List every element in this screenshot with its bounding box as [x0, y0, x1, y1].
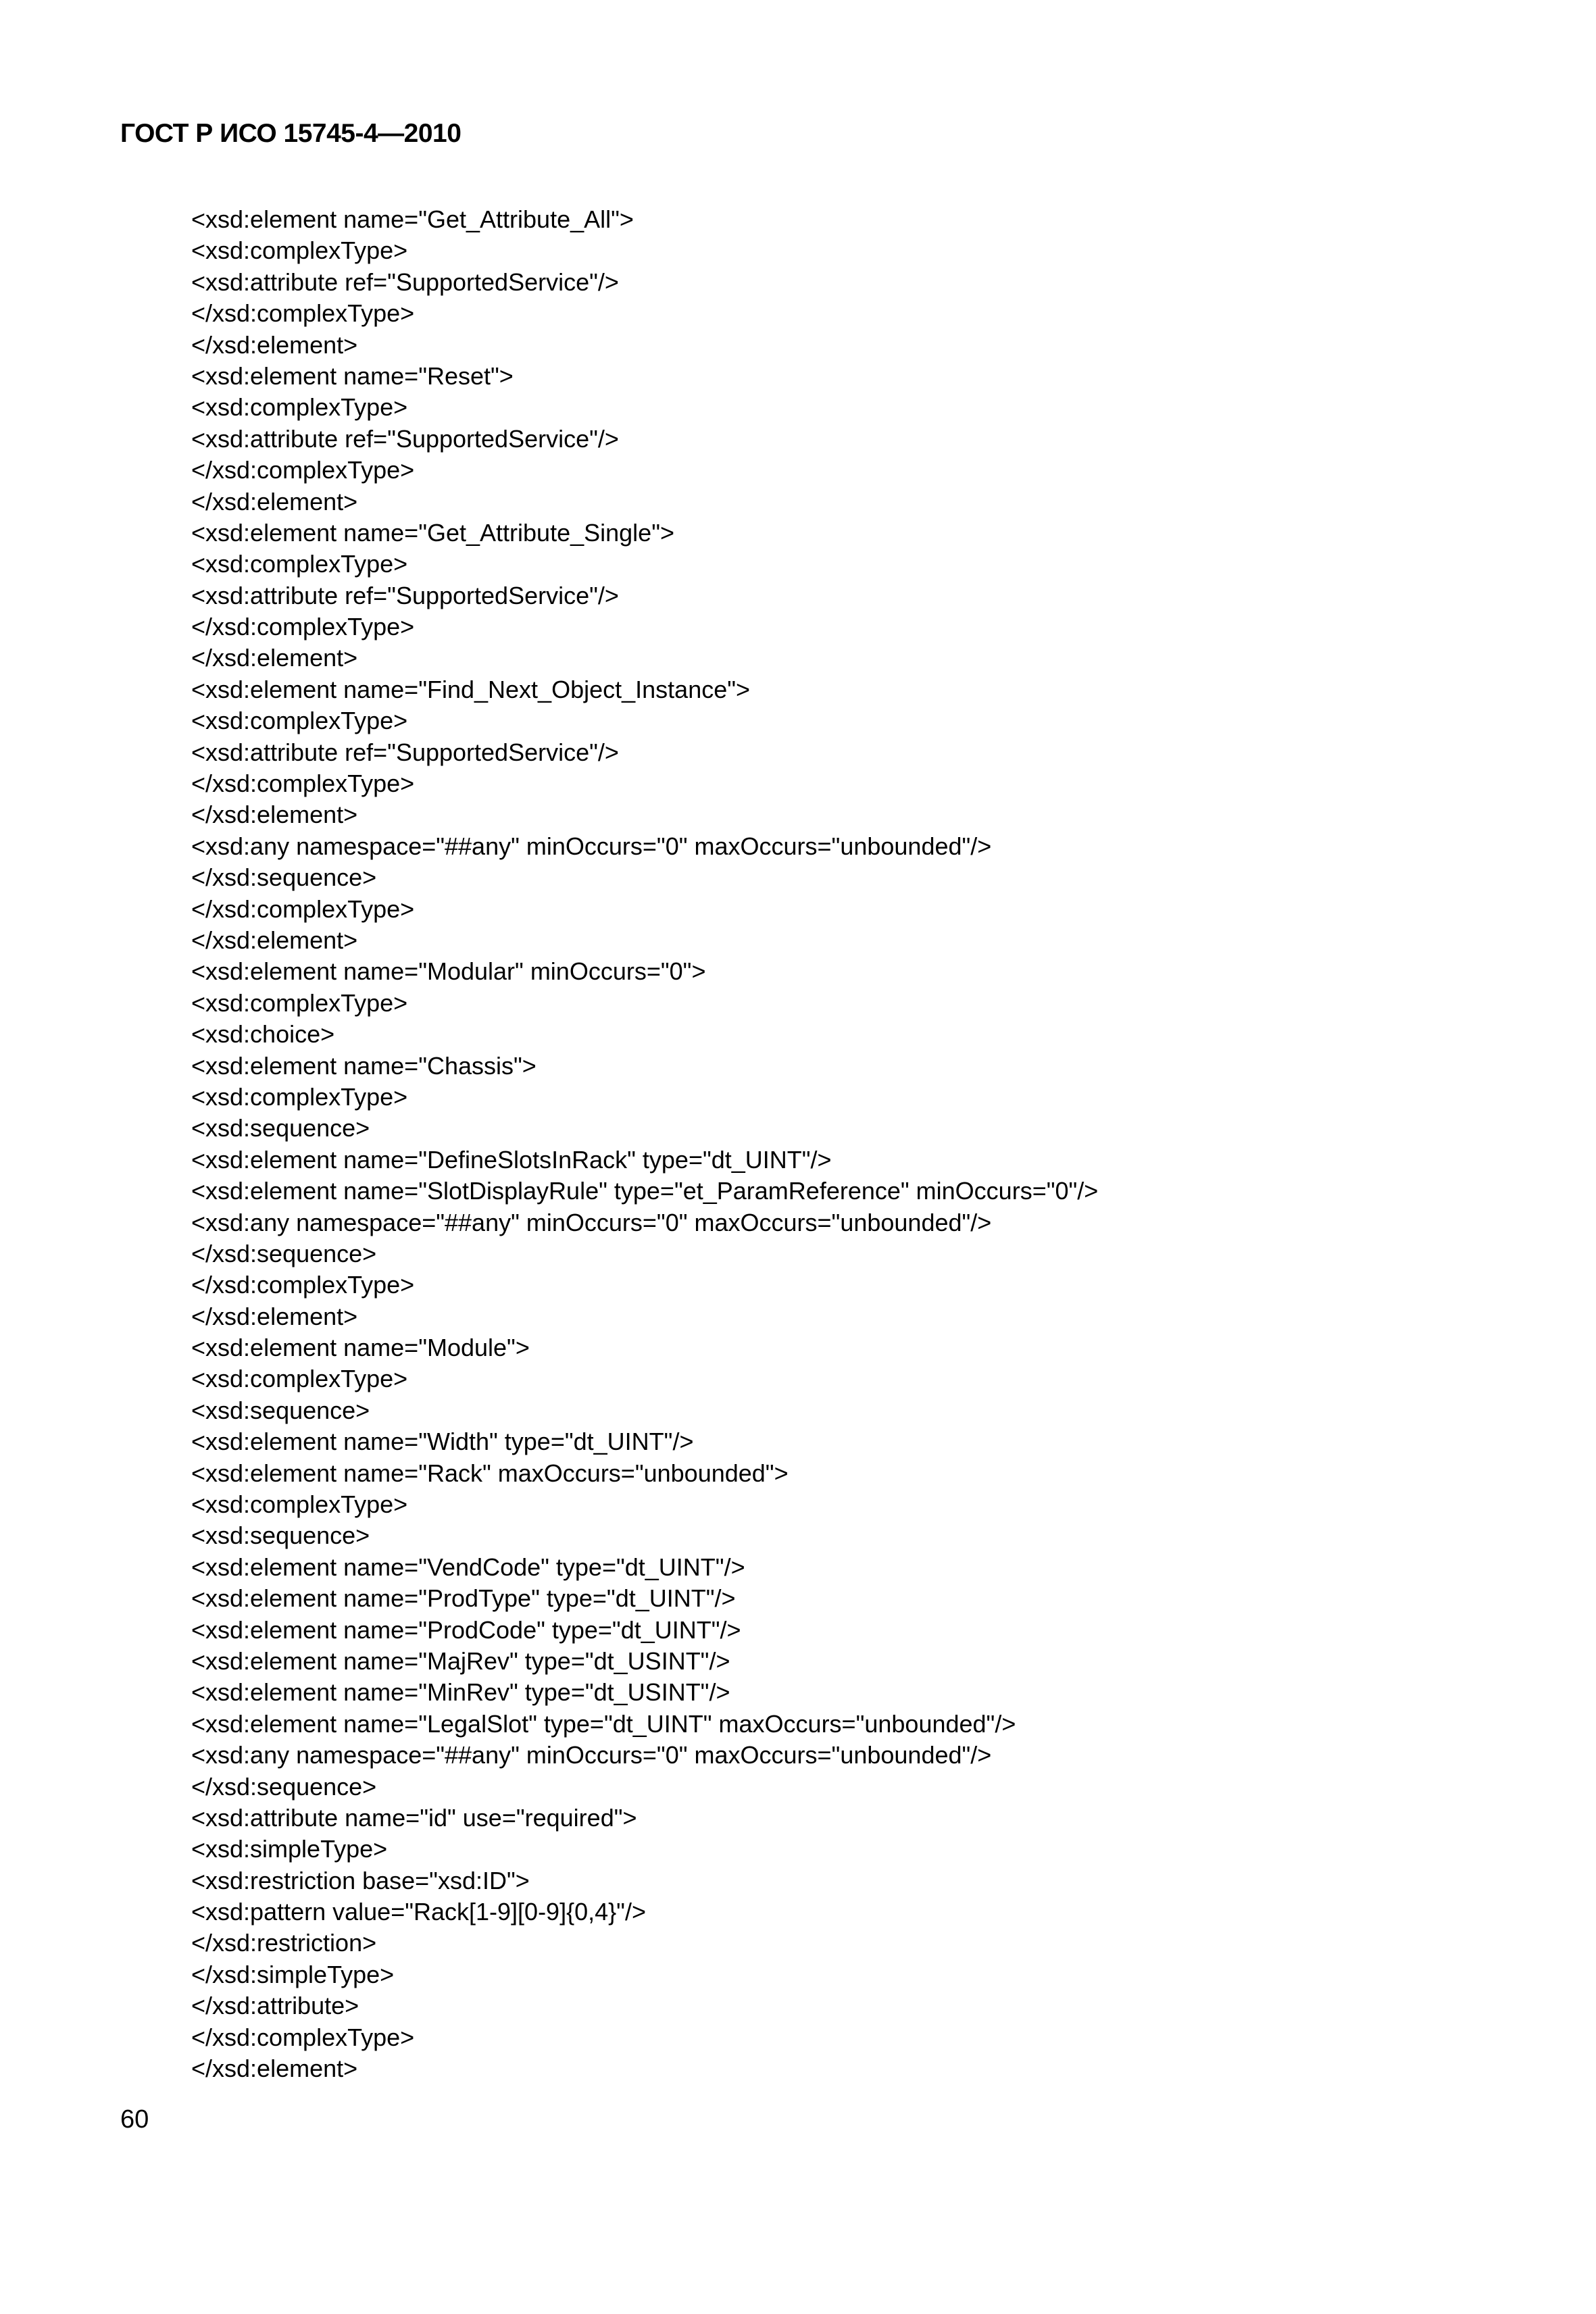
code-line: </xsd:element>: [191, 1302, 358, 1330]
code-line: </xsd:element>: [191, 801, 358, 829]
code-line: <xsd:complexType>: [191, 393, 408, 422]
code-line: </xsd:sequence>: [191, 1772, 377, 1801]
code-line: </xsd:complexType>: [191, 1271, 415, 1299]
code-line: <xsd:simpleType>: [191, 1835, 388, 1863]
code-line: <xsd:attribute ref="SupportedService"/>: [191, 738, 619, 766]
code-line: <xsd:sequence>: [191, 1521, 370, 1550]
code-line: </xsd:attribute>: [191, 1992, 359, 2020]
code-line: <xsd:element name="VendCode" type="dt_UINT"/>: [191, 1553, 745, 1581]
code-line: </xsd:element>: [191, 2055, 358, 2083]
code-line: <xsd:attribute name="id" use="required">: [191, 1803, 637, 1832]
code-line: <xsd:element name="Find_Next_Object_Instance">: [191, 675, 751, 703]
code-line: </xsd:element>: [191, 926, 358, 954]
code-line: <xsd:complexType>: [191, 1365, 408, 1393]
code-line: <xsd:element name="MinRev" type="dt_USINT"/>: [191, 1678, 730, 1707]
code-line: <xsd:pattern value="Rack[1-9][0-9]{0,4}"/>: [191, 1898, 646, 1926]
code-line: <xsd:attribute ref="SupportedService"/>: [191, 424, 619, 453]
code-line: <xsd:sequence>: [191, 1396, 370, 1424]
code-line: </xsd:element>: [191, 330, 358, 359]
code-line: <xsd:element name="Modular" minOccurs="0">: [191, 957, 706, 986]
code-line: <xsd:element name="Get_Attribute_All">: [191, 205, 634, 233]
code-line: <xsd:attribute ref="SupportedService"/>: [191, 581, 619, 609]
code-line: </xsd:complexType>: [191, 456, 415, 484]
code-line: </xsd:complexType>: [191, 613, 415, 641]
code-line: <xsd:complexType>: [191, 550, 408, 578]
page-number: 60: [120, 2105, 149, 2134]
code-line: </xsd:complexType>: [191, 2023, 415, 2051]
code-line: </xsd:complexType>: [191, 895, 415, 923]
code-line: </xsd:element>: [191, 644, 358, 672]
code-line: <xsd:restriction base="xsd:ID">: [191, 1866, 530, 1894]
code-line: </xsd:complexType>: [191, 770, 415, 798]
code-line: </xsd:sequence>: [191, 863, 377, 892]
code-line: </xsd:simpleType>: [191, 1960, 395, 1988]
code-line: <xsd:any namespace="##any" minOccurs="0" maxOccurs="unbounded"/>: [191, 832, 992, 860]
code-line: </xsd:complexType>: [191, 299, 415, 328]
code-line: </xsd:restriction>: [191, 1929, 377, 1957]
code-line: <xsd:element name="ProdCode" type="dt_UINT"/>: [191, 1615, 741, 1644]
code-line: <xsd:complexType>: [191, 1082, 408, 1111]
code-line: <xsd:attribute ref="SupportedService"/>: [191, 268, 619, 296]
code-line: <xsd:any namespace="##any" minOccurs="0" maxOccurs="unbounded"/>: [191, 1208, 992, 1236]
code-line: <xsd:element name="SlotDisplayRule" type="et_ParamReference" minOccurs="0"/>: [191, 1177, 1099, 1205]
code-line: <xsd:any namespace="##any" minOccurs="0" maxOccurs="unbounded"/>: [191, 1741, 992, 1769]
xsd-code-listing: [191, 204, 1098, 2084]
code-line: <xsd:element name="Chassis">: [191, 1051, 537, 1080]
code-line: </xsd:element>: [191, 487, 358, 515]
code-line: <xsd:sequence>: [191, 1114, 370, 1142]
code-line: <xsd:element name="Rack" maxOccurs="unbounded">: [191, 1459, 789, 1487]
code-line: <xsd:element name="ProdType" type="dt_UINT"/>: [191, 1584, 736, 1613]
code-line: <xsd:element name="Get_Attribute_Single">: [191, 518, 674, 547]
code-line: <xsd:complexType>: [191, 988, 408, 1017]
code-line: <xsd:choice>: [191, 1020, 335, 1049]
code-line: <xsd:complexType>: [191, 707, 408, 735]
code-line: <xsd:element name="LegalSlot" type="dt_UINT" maxOccurs="unbounded"/>: [191, 1709, 1016, 1738]
code-line: </xsd:sequence>: [191, 1239, 377, 1267]
code-line: <xsd:element name="MajRev" type="dt_USINT"/>: [191, 1646, 730, 1675]
code-line: <xsd:element name="Reset">: [191, 361, 514, 390]
code-line: <xsd:element name="Module">: [191, 1334, 530, 1362]
code-line: <xsd:complexType>: [191, 1490, 408, 1519]
code-line: <xsd:element name="Width" type="dt_UINT"/>: [191, 1428, 694, 1456]
document-header: ГОСТ Р ИСО 15745-4—2010: [120, 119, 462, 148]
code-line: <xsd:complexType>: [191, 236, 408, 265]
code-line: <xsd:element name="DefineSlotsInRack" type="dt_UINT"/>: [191, 1145, 832, 1174]
